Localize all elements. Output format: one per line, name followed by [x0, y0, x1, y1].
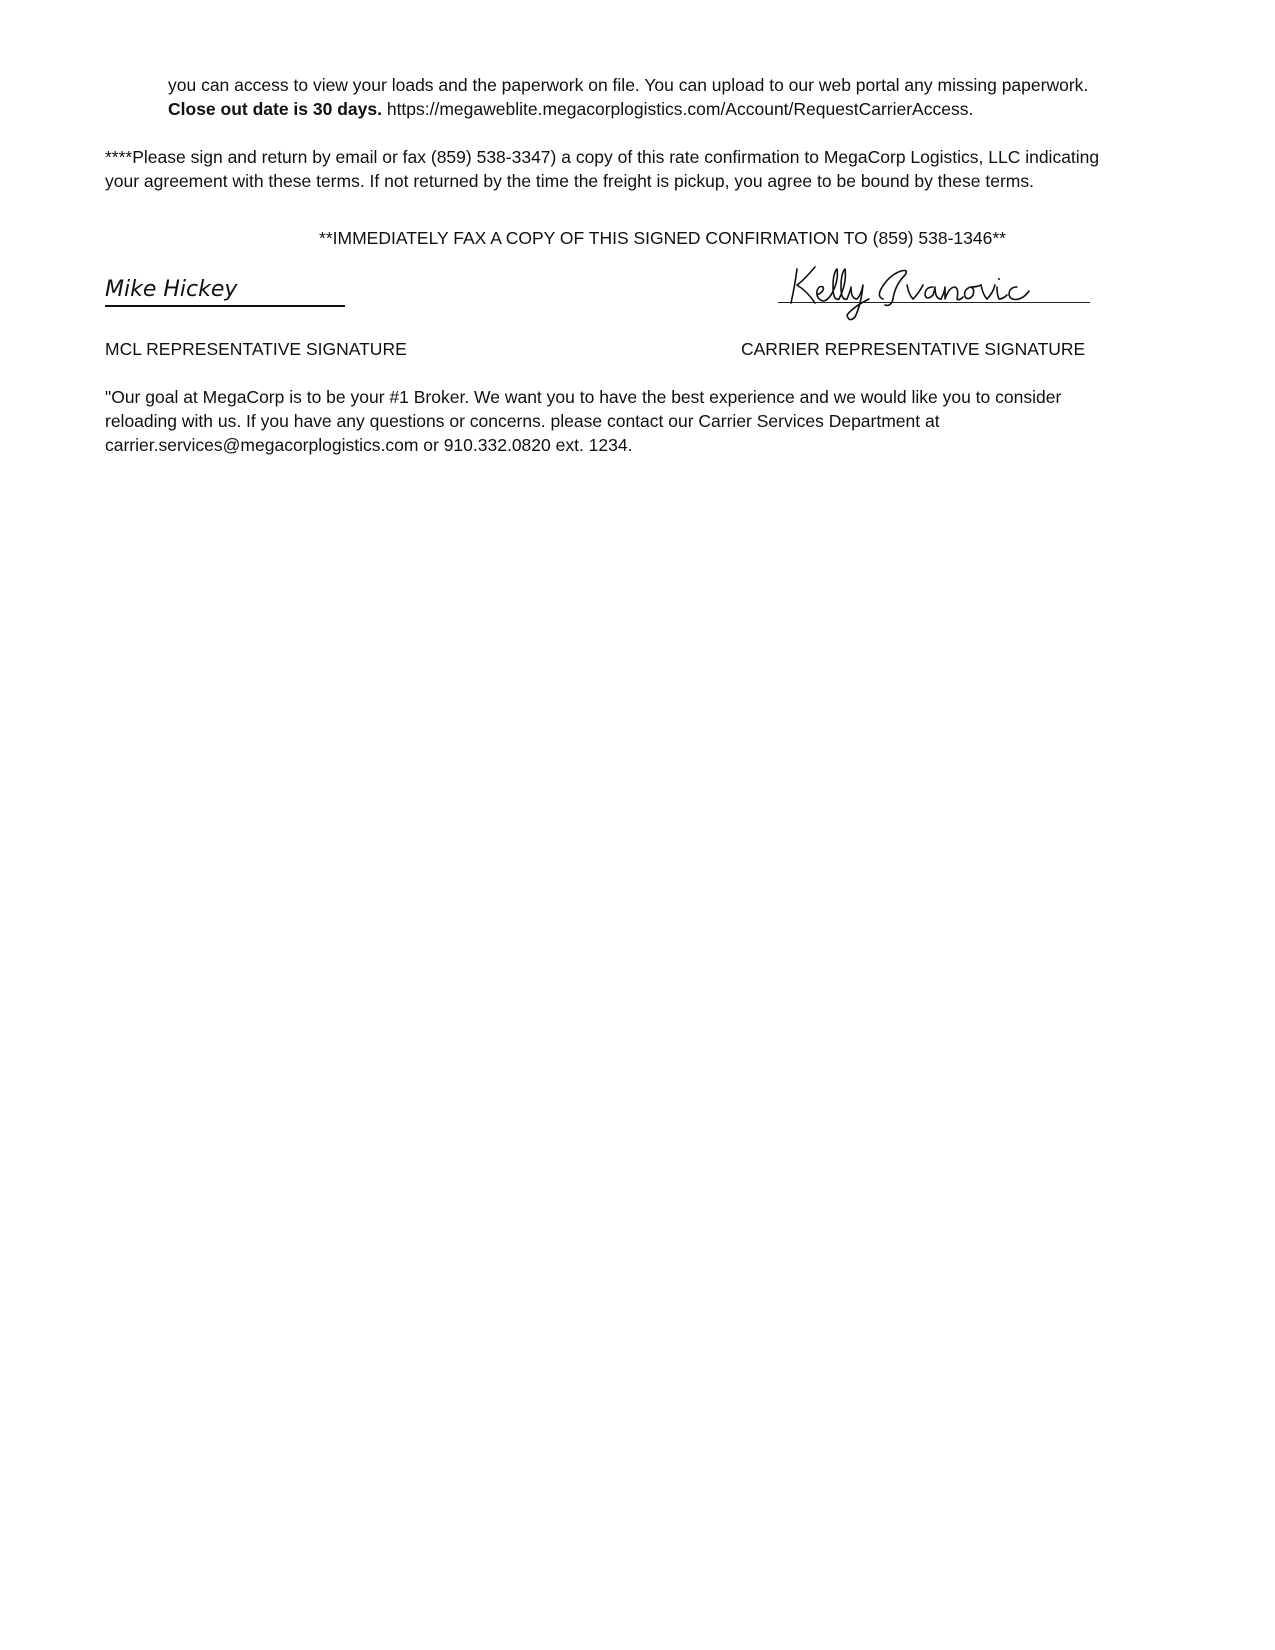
closing-line-2: reloading with us. If you have any questions or concerns. please contact our Carrier Services Department at	[105, 411, 940, 431]
closing-line-1: "Our goal at MegaCorp is to be your #1 Broker. We want you to have the best experience and we would like you to consider	[105, 387, 1062, 407]
closing-line-3: carrier.services@megacorplogistics.com or 910.332.0820 ext. 1234.	[105, 435, 633, 455]
mcl-signature: Mike Hickey	[105, 277, 238, 302]
carrier-handwritten-signature	[785, 255, 1045, 325]
sign-return-line-2: your agreement with these terms. If not returned by the time the freight is pickup, you agree to be bound by these terms.	[105, 171, 1034, 191]
fax-notice: **IMMEDIATELY FAX A COPY OF THIS SIGNED CONFIRMATION TO (859) 538-1346**	[319, 228, 1006, 248]
carrier-access-url: https://megaweblite.megacorplogistics.com/Account/RequestCarrierAccess.	[381, 99, 974, 119]
paperwork-access-line: you can access to view your loads and the paperwork on file. You can upload to our web portal any missing paperwork.	[168, 75, 1089, 95]
close-out-line	[168, 97, 973, 121]
mcl-signature-caption: MCL REPRESENTATIVE SIGNATURE	[105, 339, 407, 359]
close-out-date-bold: Close out date is 30 days.	[168, 99, 382, 119]
sign-return-line-1: ****Please sign and return by email or fax (859) 538-3347) a copy of this rate confirmation to MegaCorp Logistics, LLC indicating	[105, 147, 1100, 167]
mcl-signature-field	[105, 275, 345, 307]
carrier-signature-caption: CARRIER REPRESENTATIVE SIGNATURE	[741, 339, 1086, 359]
